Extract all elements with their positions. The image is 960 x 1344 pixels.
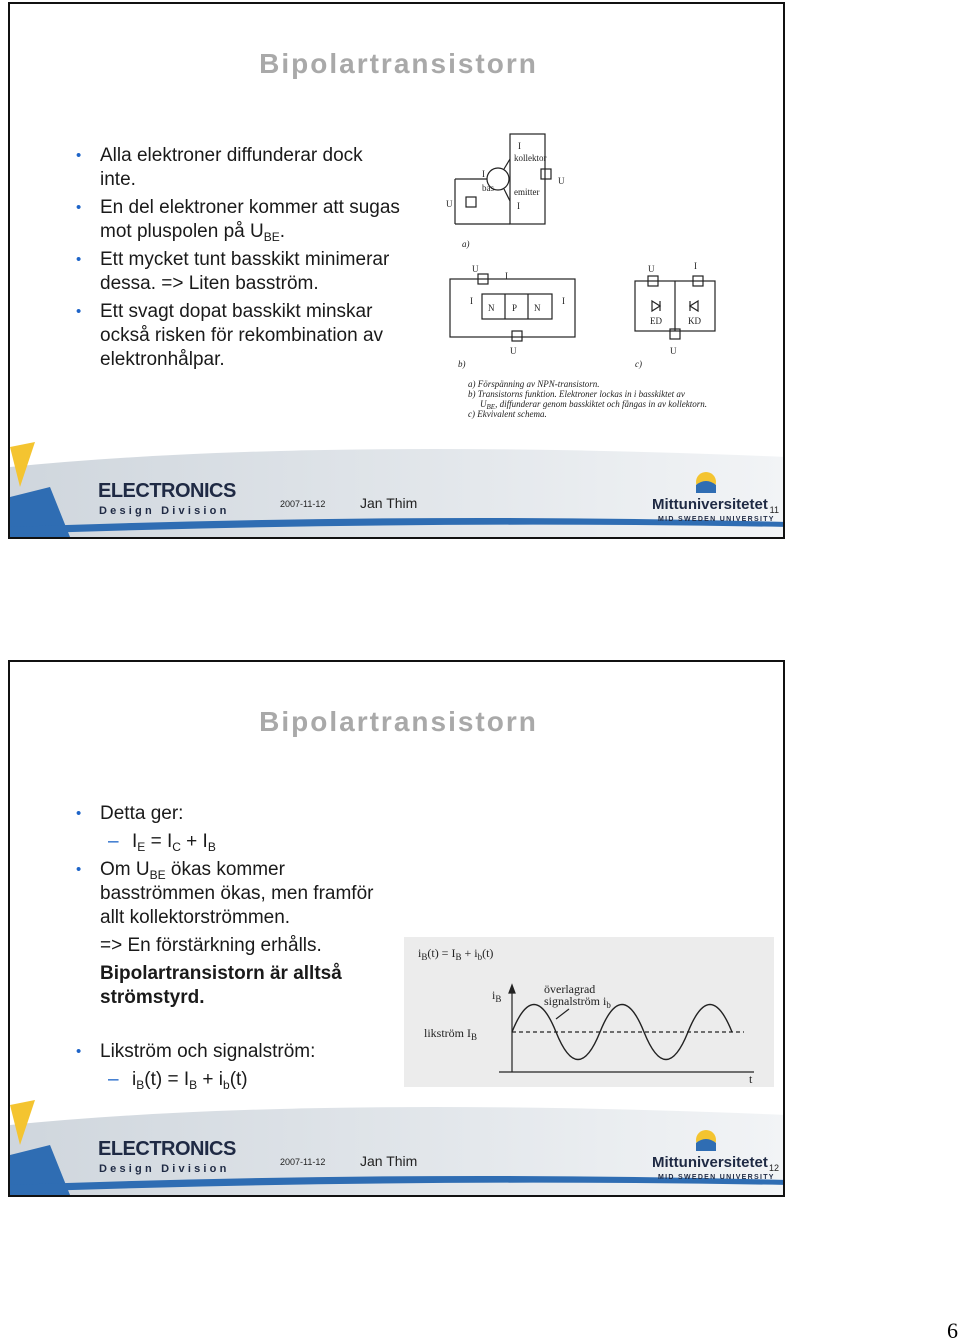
caption-c: c) Ekvivalent schema. <box>468 409 547 419</box>
signal-label-2: signalström $i_b$ <box>544 994 611 1010</box>
bullet-item <box>72 248 402 296</box>
footer-author: Jan Thim <box>360 1153 418 1169</box>
bullet-item <box>72 802 402 826</box>
signal-figure <box>404 937 774 1087</box>
label-ic-b: I <box>562 296 565 306</box>
bullet-text-end: . <box>279 221 286 242</box>
slide-footer <box>10 442 785 537</box>
bullet-text: Alla elektroner diffunderar dock inte. <box>100 145 363 190</box>
mid-sweden-logo: MID SWEDEN UNIVERSITY <box>658 516 775 523</box>
bullet-list <box>72 802 402 1096</box>
formula: $i_B(t) = I_B + i_b(t)$ <box>418 946 494 962</box>
label-uce-b: U <box>510 346 517 356</box>
label-a: a) <box>462 239 470 249</box>
label-ube-c: U <box>648 264 655 274</box>
footer-author: Jan Thim <box>360 495 418 511</box>
label-kollektor: kollektor <box>514 153 547 163</box>
label-ube-b: U <box>472 264 479 274</box>
bullet-item <box>72 144 402 192</box>
slide-title: Bipolartransistorn <box>259 48 538 79</box>
bullet-text: Likström och signalström: <box>100 1041 316 1062</box>
label-ube: U <box>446 199 453 209</box>
bullet-text: En del elektroner kommer att sugas mot pluspolen på U <box>100 197 400 242</box>
bullet-text: Detta ger: <box>100 803 184 824</box>
bullet-item <box>72 1040 402 1064</box>
equation-item: – $i_B(t) = I_B + i_b(t)$ <box>72 1068 402 1092</box>
label-uce-c: U <box>670 346 677 356</box>
transistor-figure <box>430 129 770 429</box>
signal-label-1: överlagrad <box>544 982 596 996</box>
label-c: c) <box>635 359 642 369</box>
electronics-logo: ELECTRONICS <box>98 1138 236 1160</box>
subscript: BE <box>263 230 280 244</box>
mid-sweden-logo: MID SWEDEN UNIVERSITY <box>658 1174 775 1181</box>
label-emitter: emitter <box>514 187 540 197</box>
bullet-item <box>72 196 402 244</box>
label-ic: I <box>518 141 521 151</box>
bullet-list <box>72 144 402 376</box>
paragraph: => En förstärkning erhålls. <box>100 935 322 956</box>
slide-title: Bipolartransistorn <box>259 706 538 737</box>
footer-date: 2007-11-12 <box>280 1157 326 1167</box>
label-b: b) <box>458 359 466 369</box>
caption-b1: b) Transistorns funktion. Elektroner lockas in i basskiktet av <box>468 389 685 399</box>
label-ib: I <box>482 169 485 179</box>
label-ed: ED <box>650 316 662 326</box>
bullet-item <box>72 300 402 372</box>
axis-x-label: t <box>749 1072 753 1086</box>
page-number: 6 <box>947 1318 958 1343</box>
mittuniversitetet-icon <box>693 469 719 495</box>
dc-label: likström $I_B$ <box>424 1026 478 1042</box>
label-ic-c: I <box>694 261 697 271</box>
axis-y-label: $i_B$ <box>492 988 502 1004</box>
slide-11 <box>8 2 785 539</box>
paragraph-bold: Bipolartransistorn är alltså strömstyrd. <box>100 963 342 1008</box>
label-uce: U <box>558 176 565 186</box>
equation-item: – $I_E = I_C + I_B$ <box>72 830 402 854</box>
slide-12 <box>8 660 785 1197</box>
label-ie: I <box>517 201 520 211</box>
mittuniversitetet-logo: Mittuniversitetet <box>652 1154 768 1171</box>
bullet-text: Ett svagt dopat basskikt minskar också risken för rekombination av elektronhålpar. <box>100 301 384 370</box>
caption-a: a) Förspänning av NPN-transistorn. <box>468 379 600 389</box>
slide-number: 11 <box>769 505 779 515</box>
slide-footer <box>10 1100 785 1195</box>
label-kd: KD <box>688 316 701 326</box>
electronics-logo: ELECTRONICS <box>98 480 236 502</box>
slide-number: 12 <box>768 1163 779 1173</box>
label-n2: N <box>534 303 541 313</box>
bullet-text: Ett mycket tunt basskikt minimerar dessa. => Liten basström. <box>100 249 390 294</box>
label-p: P <box>512 303 518 313</box>
label-bas: bas <box>482 183 494 193</box>
label-ie-b: I <box>470 296 473 306</box>
bullet-item: • Om $U_{BE}$ ökas kommer basströmmen ökas, men framför allt kollektorströmmen. <box>72 858 402 930</box>
caption-b2: $U_{BE}$, diffunderar genom basskiktet och fångas in av kollektorn. <box>480 399 708 411</box>
design-division-logo: Design Division <box>99 505 230 517</box>
footer-date: 2007-11-12 <box>280 499 326 509</box>
label-n1: N <box>488 303 495 313</box>
mittuniversitetet-icon <box>693 1127 719 1153</box>
mittuniversitetet-logo: Mittuniversitetet <box>652 496 768 513</box>
design-division-logo: Design Division <box>99 1163 230 1175</box>
label-ib-b: I <box>505 271 508 281</box>
